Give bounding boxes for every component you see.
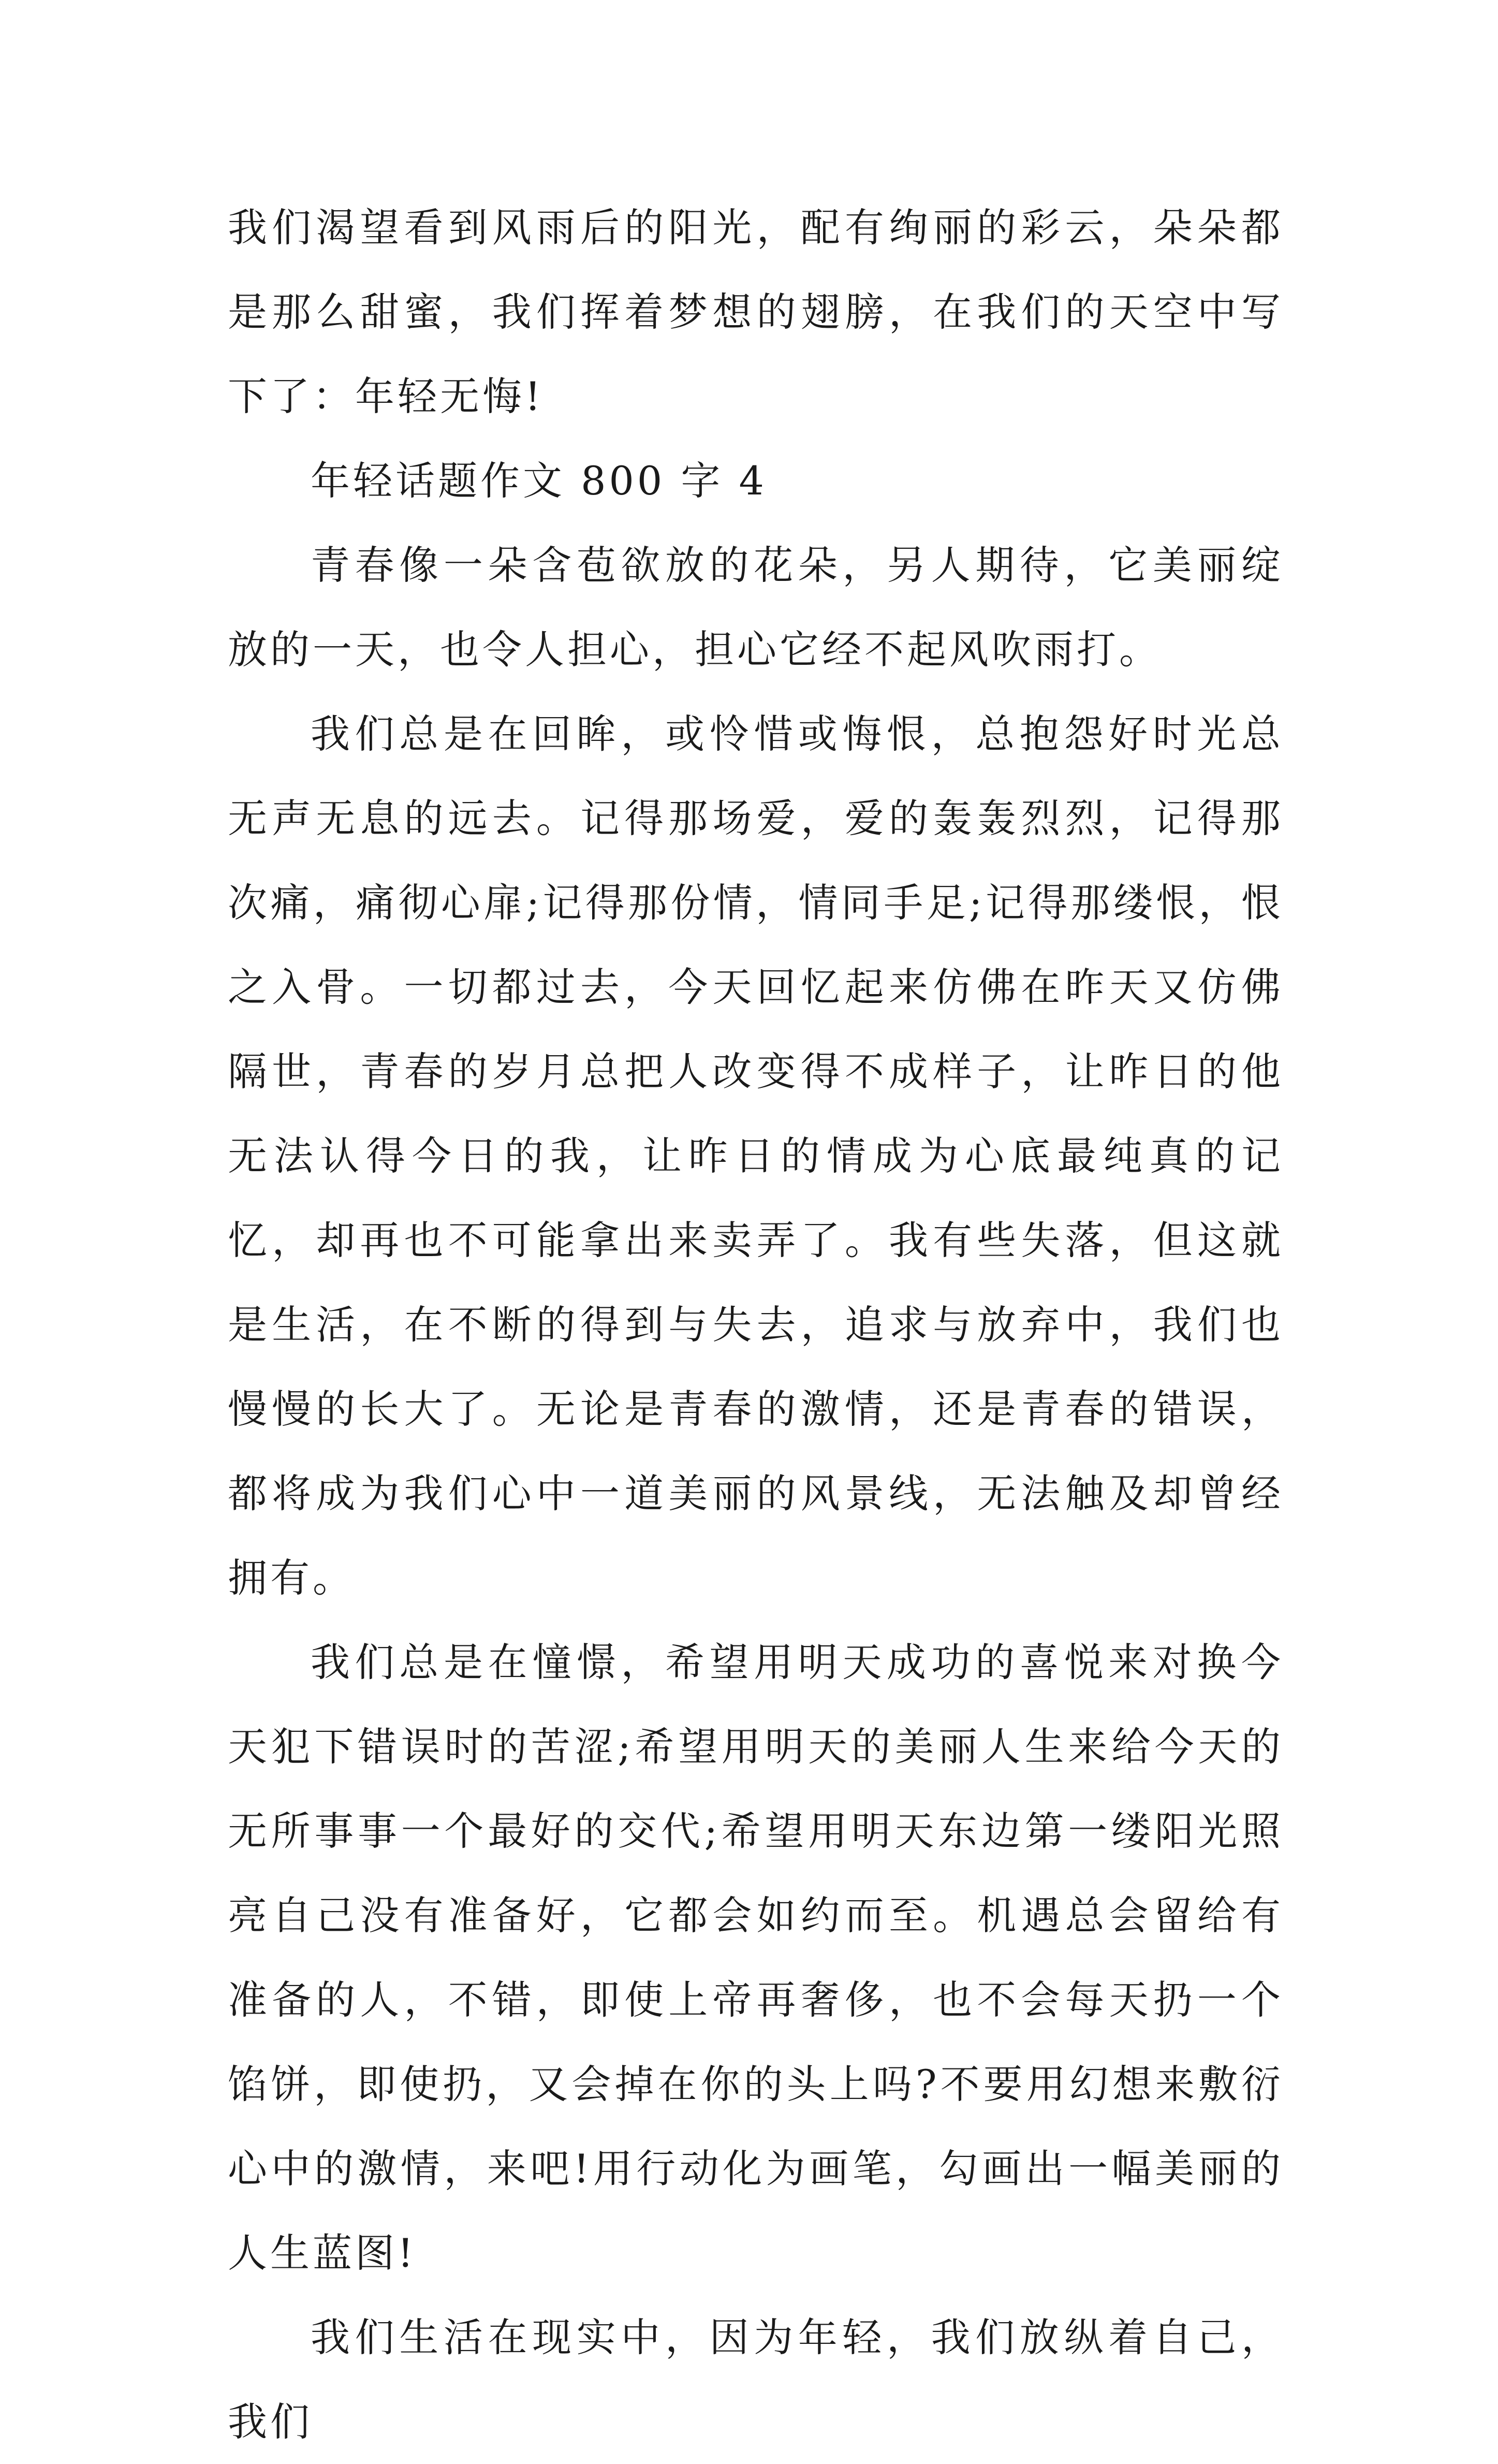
continuation-paragraph: 我们渴望看到风雨后的阳光，配有绚丽的彩云，朵朵都是那么甜蜜，我们挥着梦想的翅膀，在我们的天空中写下了：年轻无悔! — [228, 205, 1284, 419]
paragraph-2: 我们总是在回眸，或怜惜或悔恨，总抱怨好时光总无声无息的远去。记得那场爱，爱的轰轰烈烈，记得那次痛，痛彻心扉;记得那份情，情同手足;记得那缕恨，恨之入骨。一切都过去，今天回忆起来仿佛在昨天又仿佛隔世，青春的岁月总把人改变得不成样子，让昨日的他无法认得今日的我，让昨日的情成为心底最纯真的记忆，却再也不可能拿出来卖弄了。我有些失落，但这就是生活，在不断的得到与失去，追求与放弃中，我们也慢慢的长大了。无论是青春的激情，还是青春的错误，都将成为我们心中一道美丽的风景线，无法触及却曾经拥有。 — [228, 711, 1284, 1601]
paragraph-4: 我们生活在现实中，因为年轻，我们放纵着自己，我们 — [228, 2314, 1284, 2445]
section-title: 年轻话题作文 800 字 4 — [311, 458, 767, 504]
document-body — [228, 185, 1284, 2464]
paragraph-3: 我们总是在憧憬，希望用明天成功的喜悦来对换今天犯下错误时的苦涩;希望用明天的美丽人生来给今天的无所事事一个最好的交代;希望用明天东边第一缕阳光照亮自己没有准备好，它都会如约而至。机遇总会留给有准备的人，不错，即使上帝再奢侈，也不会每天扔一个馅饼，即使扔，又会掉在你的头上吗?不要用幻想来敷衍心中的激情，来吧!用行动化为画笔，勾画出一幅美丽的人生蓝图! — [228, 1639, 1284, 2276]
paragraph-1: 青春像一朵含苞欲放的花朵，另人期待，它美丽绽放的一天，也令人担心，担心它经不起风吹雨打。 — [228, 542, 1284, 673]
